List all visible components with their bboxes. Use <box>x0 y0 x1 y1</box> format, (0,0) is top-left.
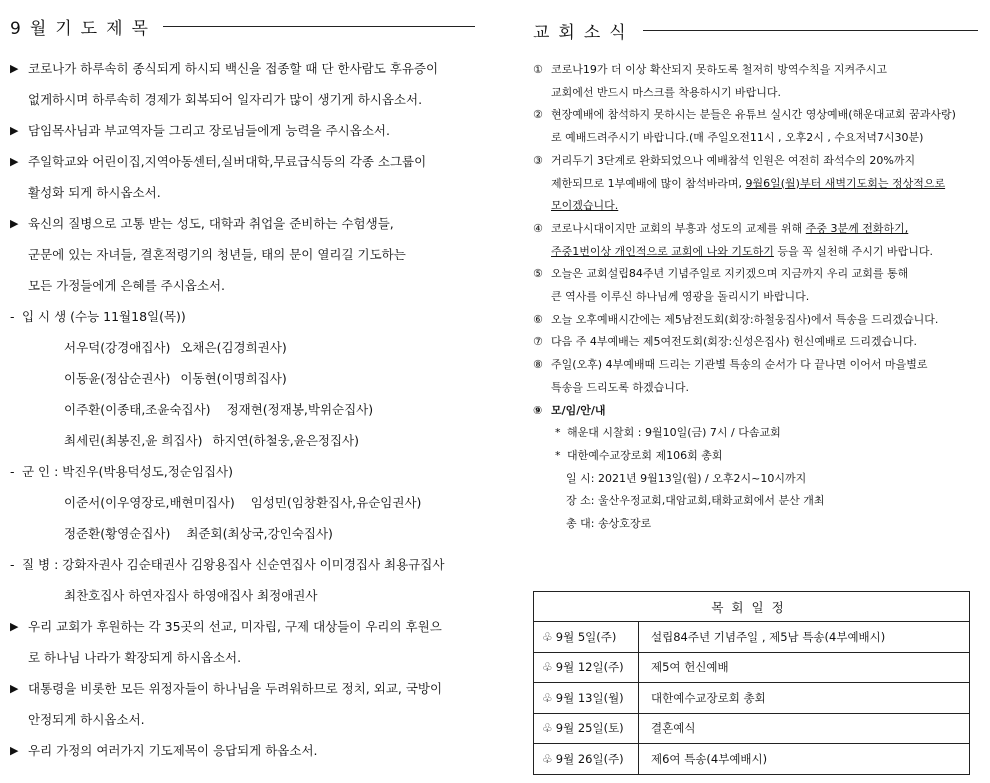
notice-item: ⑧ 주일(오후) 4부예배때 드리는 기관별 특송의 순서가 다 끝나면 이어서 마을별로 특송을 드리도록 하겠습니다. <box>533 358 928 394</box>
table-row: ♧ 9월 13일(월) 대한예수교장로회 총회 <box>534 683 970 714</box>
notice-item: ① 코로나19가 더 이상 확산되지 못하도록 철저히 방역수칙을 지켜주시고 교회에선 반드시 마스크를 착용하시기 바랍니다. <box>533 63 887 99</box>
notice-item: ⑦ 다음 주 4부예배는 제5여전도회(회장:신성은집사) 헌신예배로 드리겠습니다. <box>533 335 918 349</box>
prayer-item: ▶ 대통령을 비롯한 모든 위정자들이 하나님을 두려워하므로 정치, 외교, 국방이 안정되게 하시옵소서. <box>10 673 475 735</box>
clover-icon: ♧ <box>542 660 553 675</box>
prayer-list <box>10 53 475 766</box>
schedule-table <box>533 591 970 775</box>
clover-icon: ♧ <box>542 751 553 766</box>
clover-icon: ♧ <box>542 690 553 705</box>
arrow-icon: ▶ <box>10 124 19 137</box>
arrow-icon: ▶ <box>10 217 19 230</box>
arrow-icon: ▶ <box>10 620 19 633</box>
name-row: 이주환(이종태,조윤숙집사) 정재현(정재봉,박위순집사) <box>64 402 374 417</box>
meeting-row: * 대한예수교장로회 제106회 총회 <box>555 448 723 462</box>
notice-item: ③ 거리두기 3단계로 완화되었으나 예배참석 인원은 여전히 좌석수의 20%까지 제한되므로 1부예배에 많이 참석바라며, 9월6일(월)부터 새벽기도회는 정상적으로 모이겠습니다. <box>533 153 946 213</box>
notice-item: ⑤ 오늘은 교회설립84주년 기념주일로 지키겠으며 지금까지 우리 교회를 통해 큰 역사를 이루신 하나님께 영광을 돌리시기 바랍니다. <box>533 267 909 304</box>
notice-title: 교회소식 <box>533 23 635 43</box>
prayer-item: ▶ 우리 가정의 여러가지 기도제목이 응답되게 하옵소서. <box>10 735 475 766</box>
clover-icon: ♧ <box>542 721 553 736</box>
title-rule <box>643 30 978 31</box>
prayer-title: 9월기도제목 <box>10 19 157 39</box>
sick-label: 질 병 : 강화자권사 김순태권사 김왕용집사 신순연집사 이미경집사 최용규집사 <box>22 557 445 572</box>
arrow-icon: ▶ <box>10 155 19 168</box>
prayer-item: ▶ 담임목사님과 부교역자들 그리고 장로님들에게 능력을 주시옵소서. <box>10 115 475 146</box>
table-row: ♧ 9월 5일(주) 설립84주년 기념주일 , 제5남 특송(4부예배시) <box>534 622 970 653</box>
prayer-header <box>10 14 475 39</box>
table-row: ♧ 9월 12일(주) 제5여 헌신예배 <box>534 652 970 683</box>
notice-section <box>533 18 978 536</box>
soldiers: - 군 인 : 박진우(박용덕성도,정순임집사) 이준서(이우영장로,배현미집사) 임성민(임창환집사,유순임권사) 정준환(황영순집사) 최준회(최상국,강인숙집사) <box>10 456 475 549</box>
sick-members: - 질 병 : 강화자권사 김순태권사 김왕용집사 신순연집사 이미경집사 최용규집사 최찬호집사 하연자집사 하영애집사 최정애권사 <box>10 549 475 611</box>
exam-label: 입 시 생 (수능 11월18일(목)) <box>22 309 186 324</box>
meeting-title: 모/임/안/내 <box>551 403 606 417</box>
prayer-item: ▶ 주일학교와 어린이집,지역아동센터,실버대학,무료급식등의 각종 소그룹이 활성화 되게 하시옵소서. <box>10 146 475 208</box>
notice-item: ② 현장예배에 참석하지 못하시는 분들은 유튜브 실시간 영상예배(해운대교회 꿈과사랑) 로 예배드려주시기 바랍니다.(매 주일오전11시 , 오후2시 , 수요저녁7시30분) <box>533 108 956 145</box>
prayer-item: ▶ 우리 교회가 후원하는 각 35곳의 선교, 미자립, 구제 대상들이 우리의 후원으 로 하나님 나라가 확장되게 하시옵소서. <box>10 611 475 673</box>
name-row: 최세린(최봉진,윤 희집사) 하지연(하철웅,윤은정집사) <box>64 433 360 448</box>
notice-header <box>533 18 978 43</box>
arrow-icon: ▶ <box>10 744 19 757</box>
name-row: 이준서(이우영장로,배현미집사) 임성민(임창환집사,유순임권사) <box>64 495 422 510</box>
notice-list <box>533 59 978 536</box>
exam-students: - 입 시 생 (수능 11월18일(목)) 서우덕(강경애집사) 오채은(김경희권사) 이동윤(정삼순권사) 이동현(이명희집사) 이주환(이종태,조윤숙집사) 정재현(정재봉,박위순집사) 최세린(최봉진,윤 희집사) 하지연(하철웅,윤은정집사) <box>10 301 475 456</box>
clover-icon: ♧ <box>542 629 553 644</box>
name-row: 정준환(황영순집사) 최준회(최상국,강인숙집사) <box>64 526 333 541</box>
meeting-row: * 해운대 시찰회 : 9월10일(금) 7시 / 다솜교회 <box>555 426 781 440</box>
title-rule <box>163 26 475 27</box>
prayer-section <box>10 14 475 766</box>
prayer-item: ▶ 육신의 질병으로 고통 받는 성도, 대학과 취업을 준비하는 수험생들, 군문에 있는 자녀들, 결혼적령기의 청년들, 태의 문이 열리길 기도하는 모든 가정들에게 은혜를 주시옵소서. <box>10 208 475 301</box>
table-row: ♧ 9월 26일(주) 제6여 특송(4부예배시) <box>534 744 970 775</box>
arrow-icon: ▶ <box>10 62 19 75</box>
arrow-icon: ▶ <box>10 682 19 695</box>
army-label: 군 인 : 박진우(박용덕성도,정순임집사) <box>22 464 233 479</box>
table-row: ♧ 9월 25일(토) 결혼예식 <box>534 713 970 744</box>
meeting-info: ⑨ 모/임/안/내 * 해운대 시찰회 : 9월10일(금) 7시 / 다솜교회 * 대한예수교장로회 제106회 총회 일 시: 2021년 9월13일(월) / 오후2시~10시까지 장 소: 울산우정교회,대암교회,태화교회에서 분산 개최 총 대: 송상호장로 <box>533 400 978 536</box>
notice-item: ④ 코로나시대이지만 교회의 부흥과 성도의 교제를 위해 주중 3분께 전화하기, 주중1번이상 개인적으로 교회에 나와 기도하기 등을 꼭 실천해 주시기 바랍니다. <box>533 221 934 258</box>
name-row: 최찬호집사 하연자집사 하영애집사 최정애권사 <box>64 588 318 603</box>
meeting-detail: 일 시: 2021년 9월13일(월) / 오후2시~10시까지 <box>566 471 807 485</box>
meeting-detail: 총 대: 송상호장로 <box>566 517 652 531</box>
notice-item: ⑥ 오늘 오후예배시간에는 제5남전도회(회장:하철웅집사)에서 특송을 드리겠습니다. <box>533 312 939 326</box>
schedule-title: 목회일정 <box>534 592 970 622</box>
prayer-item: ▶ 코로나가 하루속히 종식되게 하시되 백신을 접종할 때 단 한사람도 후유증이 없게하시며 하루속히 경제가 회복되어 일자리가 많이 생기게 하시옵소서. <box>10 53 475 115</box>
name-row: 이동윤(정삼순권사) 이동현(이명희집사) <box>64 371 287 386</box>
meeting-detail: 장 소: 울산우정교회,대암교회,태화교회에서 분산 개최 <box>566 494 825 508</box>
name-row: 서우덕(강경애집사) 오채은(김경희권사) <box>64 340 287 355</box>
